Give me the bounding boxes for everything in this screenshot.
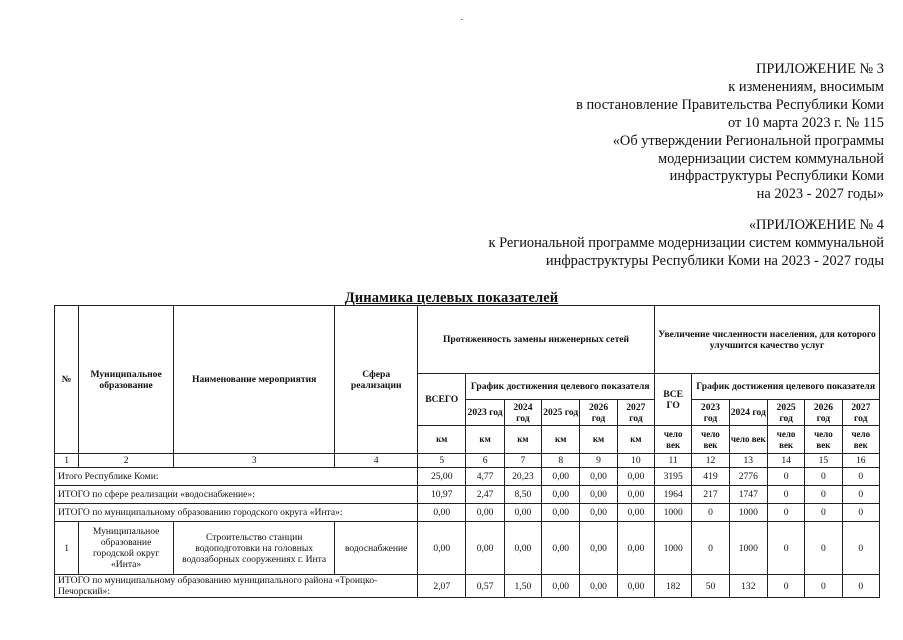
table-cell: 0,00 <box>504 504 541 522</box>
table-cell: 0,57 <box>466 575 504 598</box>
unit-km: км <box>617 426 654 454</box>
row-num: 1 <box>55 522 79 575</box>
table-cell: 1964 <box>655 486 692 504</box>
table-cell: 0 <box>805 486 842 504</box>
row-municipality: Муниципальное образование городской округ «Инта» <box>79 522 174 575</box>
table-cell: 0,00 <box>580 522 617 575</box>
header-municipality: Муниципальное образование <box>79 306 174 454</box>
column-number: 7 <box>504 454 541 468</box>
unit-km: км <box>418 426 466 454</box>
header-year: 2026 год <box>805 400 842 426</box>
unit-people: чело век <box>805 426 842 454</box>
header-year: 2025 год <box>767 400 804 426</box>
table-cell: 0 <box>805 522 842 575</box>
table-cell: 0,00 <box>542 468 580 486</box>
table-cell: 0 <box>692 522 729 575</box>
table-cell: 0,00 <box>418 504 466 522</box>
table-cell: 132 <box>729 575 767 598</box>
annex-3-line: на 2023 - 2027 годы» <box>756 186 884 203</box>
row-label: ИТОГО по муниципальному образованию муниципального района «Троицко-Печорский»: <box>55 575 418 598</box>
table-cell: 0,00 <box>617 486 654 504</box>
column-number: 12 <box>692 454 729 468</box>
annex-3-line: в постановление Правительства Республики Коми <box>576 96 884 113</box>
annex-4-heading <box>489 217 885 271</box>
table-cell: 0 <box>842 504 879 522</box>
unit-people: чело век <box>692 426 729 454</box>
table-cell: 0 <box>767 468 804 486</box>
column-number: 10 <box>617 454 654 468</box>
header-year: 2023 год <box>692 400 729 426</box>
unit-km: км <box>580 426 617 454</box>
table-cell: 1000 <box>655 522 692 575</box>
table-cell: 0 <box>842 522 879 575</box>
unit-people: чело век <box>842 426 879 454</box>
column-number: 1 <box>55 454 79 468</box>
table-cell: 10,97 <box>418 486 466 504</box>
header-population-group: Увеличение численности населения, для которого улучшится качество услуг <box>655 306 880 374</box>
table-cell: 0 <box>767 504 804 522</box>
header-event: Наименование мероприятия <box>174 306 335 454</box>
annex-4-line: инфраструктуры Республики Коми на 2023 - 2027 годы <box>545 252 884 269</box>
table-cell: 0,00 <box>542 486 580 504</box>
table-cell: 0,00 <box>542 522 580 575</box>
annex-3-line: модернизации систем коммунальной <box>658 150 884 167</box>
unit-km: км <box>542 426 580 454</box>
table-cell: 1747 <box>729 486 767 504</box>
header-schedule-km: График достижения целевого показателя <box>466 374 655 400</box>
annex-4-line: «ПРИЛОЖЕНИЕ № 4 <box>748 217 884 233</box>
table-cell: 1,50 <box>504 575 541 598</box>
unit-people: чело век <box>767 426 804 454</box>
table-cell: 0,00 <box>580 575 617 598</box>
table-cell: 1000 <box>729 504 767 522</box>
column-number: 15 <box>805 454 842 468</box>
table-cell: 0,00 <box>418 522 466 575</box>
table-cell: 2,07 <box>418 575 466 598</box>
column-number: 11 <box>655 454 692 468</box>
table-cell: 0,00 <box>617 504 654 522</box>
header-year: 2025 год <box>542 400 580 426</box>
table-cell: 2776 <box>729 468 767 486</box>
column-number: 16 <box>842 454 879 468</box>
table-cell: 0,00 <box>466 522 504 575</box>
header-networks-group: Протяженность замены инженерных сетей <box>418 306 655 374</box>
document-title: Динамика целевых показателей <box>344 290 559 306</box>
header-year: 2027 год <box>842 400 879 426</box>
column-number: 13 <box>729 454 767 468</box>
unit-km: км <box>466 426 504 454</box>
annex-3-line: инфраструктуры Республики Коми <box>669 168 884 185</box>
table-cell: 217 <box>692 486 729 504</box>
row-sphere: водоснабжение <box>335 522 418 575</box>
header-year: 2024 год <box>504 400 541 426</box>
table-cell: 182 <box>655 575 692 598</box>
header-year: 2024 год <box>729 400 767 426</box>
column-number: 5 <box>418 454 466 468</box>
row-label: ИТОГО по сфере реализации «водоснабжение»: <box>55 486 418 504</box>
table-cell: 0 <box>842 486 879 504</box>
unit-people: чело век <box>729 426 767 454</box>
annex-3-line: от 10 марта 2023 г. № 115 <box>728 114 884 131</box>
table-cell: 2,47 <box>466 486 504 504</box>
table-cell: 0 <box>767 522 804 575</box>
header-total-km: ВСЕГО <box>418 374 466 426</box>
table-cell: 0 <box>842 575 879 598</box>
header-num: № <box>55 306 79 454</box>
table-row <box>55 468 880 486</box>
annex-3-heading <box>576 61 884 204</box>
table-cell: 3195 <box>655 468 692 486</box>
table-cell: 50 <box>692 575 729 598</box>
column-number: 14 <box>767 454 804 468</box>
indicators-table <box>54 305 880 598</box>
annex-3-line: ПРИЛОЖЕНИЕ № 3 <box>756 61 884 77</box>
table-cell: 0,00 <box>580 486 617 504</box>
header-year: 2023 год <box>466 400 504 426</box>
scan-speck <box>461 19 463 20</box>
header-schedule-people: График достижения целевого показателя <box>692 374 880 400</box>
annex-4-line: к Региональной программе модернизации систем коммунальной <box>488 234 884 251</box>
table-cell: 0,00 <box>617 468 654 486</box>
column-number: 8 <box>542 454 580 468</box>
table-cell: 8,50 <box>504 486 541 504</box>
row-event: Строительство станции водоподготовки на головных водозаборных сооружениях г. Инта <box>174 522 335 575</box>
annex-3-line: «Об утверждении Региональной программы <box>612 132 884 149</box>
table-cell: 1000 <box>655 504 692 522</box>
row-label: Итого Республике Коми: <box>55 468 418 486</box>
table-cell: 0 <box>805 468 842 486</box>
table-row <box>55 522 880 575</box>
table-cell: 0 <box>767 575 804 598</box>
table-cell: 0,00 <box>504 522 541 575</box>
table-cell: 0,00 <box>580 504 617 522</box>
table-cell: 4,77 <box>466 468 504 486</box>
table-row <box>55 504 880 522</box>
table-cell: 0,00 <box>542 504 580 522</box>
table-cell: 20,23 <box>504 468 541 486</box>
column-number: 6 <box>466 454 504 468</box>
table-cell: 0,00 <box>580 468 617 486</box>
table-row <box>55 575 880 598</box>
header-total-people: ВСЕ ГО <box>655 374 692 426</box>
header-year: 2027 год <box>617 400 654 426</box>
table-cell: 0 <box>805 575 842 598</box>
table-cell: 0,00 <box>617 522 654 575</box>
table-cell: 0,00 <box>542 575 580 598</box>
row-label: ИТОГО по муниципальному образованию городского округа «Инта»: <box>55 504 418 522</box>
table-cell: 0,00 <box>466 504 504 522</box>
column-number: 3 <box>174 454 335 468</box>
column-number: 2 <box>79 454 174 468</box>
table-cell: 25,00 <box>418 468 466 486</box>
table-cell: 1000 <box>729 522 767 575</box>
column-number: 9 <box>580 454 617 468</box>
table-cell: 0 <box>842 468 879 486</box>
table-cell: 0 <box>805 504 842 522</box>
table-cell: 0 <box>692 504 729 522</box>
table-row <box>55 486 880 504</box>
unit-km: км <box>504 426 541 454</box>
table-cell: 0,00 <box>617 575 654 598</box>
column-number: 4 <box>335 454 418 468</box>
annex-3-line: к изменениям, вносимым <box>728 78 884 95</box>
header-sphere: Сфера реализации <box>335 306 418 454</box>
table-cell: 419 <box>692 468 729 486</box>
table-cell: 0 <box>767 486 804 504</box>
unit-people: чело век <box>655 426 692 454</box>
header-year: 2026 год <box>580 400 617 426</box>
